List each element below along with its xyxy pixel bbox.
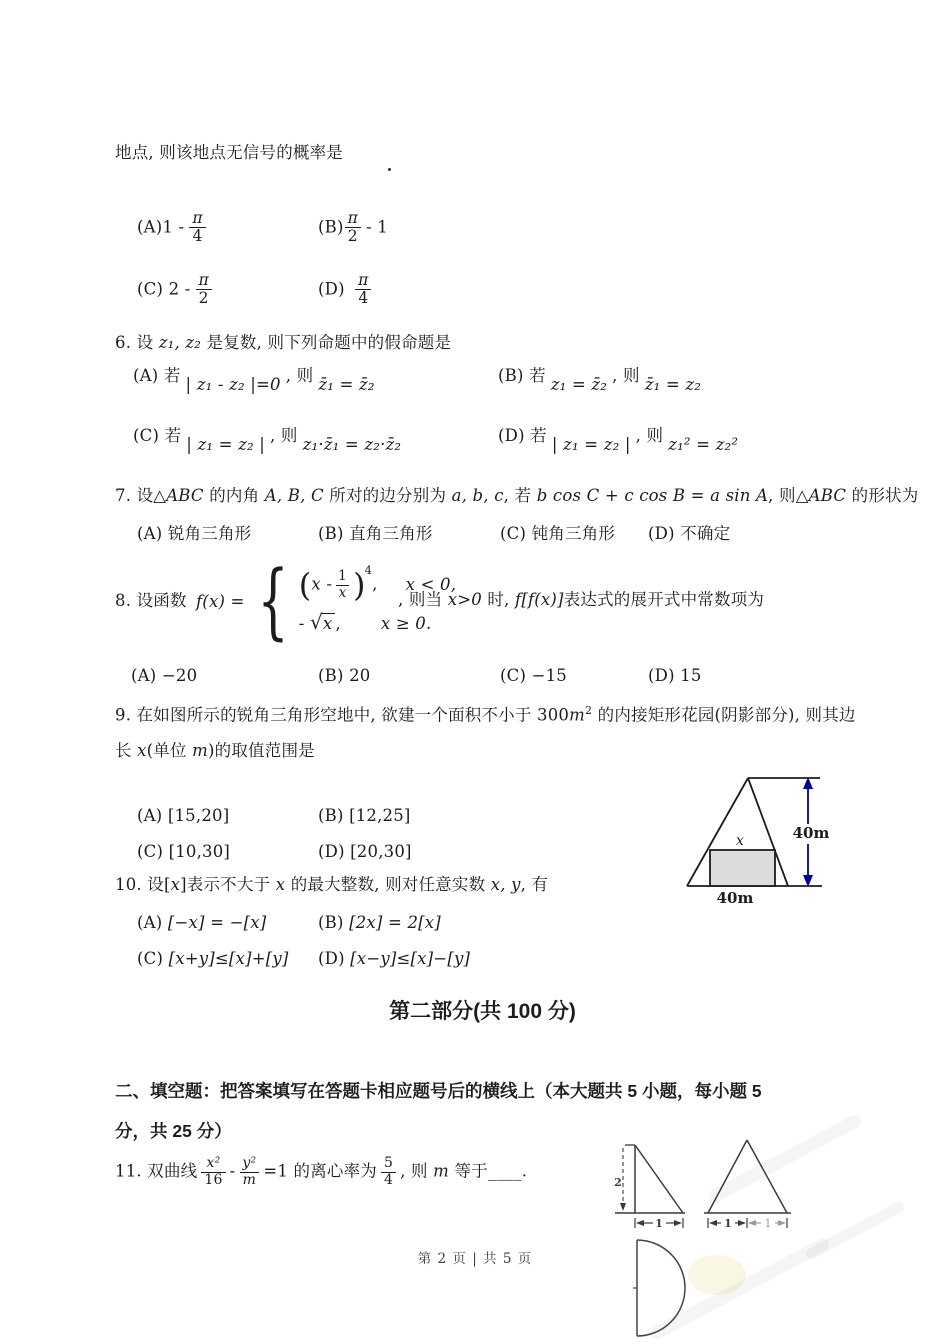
option-formula: | z₁ = z₂ | [551, 435, 631, 454]
option-pre: 1 - [162, 217, 185, 237]
exponent: 4 [364, 562, 373, 577]
stem-math: x [275, 875, 286, 894]
option-text: −15 [531, 666, 567, 685]
option-label: (A) [137, 217, 163, 237]
fraction-numerator: π [347, 209, 358, 227]
inscribed-rectangle [710, 850, 775, 886]
option-pre: 2 - [168, 279, 191, 299]
q5-option-a [137, 210, 211, 246]
fraction [345, 210, 361, 246]
option-formula: [−x] = −[x] [167, 913, 267, 932]
dim-arrowhead-right-faint [778, 1220, 786, 1226]
minus-sign: - [298, 614, 310, 633]
option-formula: [2x] = 2[x] [349, 913, 441, 932]
option-label: (C) [137, 949, 164, 968]
q8-option-a [131, 666, 197, 687]
option-label: (B) [318, 217, 344, 237]
tri1-base-label: 1 [655, 1217, 663, 1230]
fraction [189, 210, 205, 246]
q9-option-a [137, 806, 229, 827]
period: . [521, 1161, 528, 1181]
stem-math: z₁, z₂ [158, 333, 202, 352]
tri1-dim-arrowhead [620, 1203, 626, 1211]
option-text: , 则 [635, 426, 664, 445]
q6-option-c [133, 426, 406, 454]
stem-math: a, b, c [451, 486, 504, 505]
option-formula: z̄₁ = z̄₂ [318, 375, 375, 394]
option-text: 若 [529, 366, 546, 385]
option-text: [10,30] [168, 842, 231, 861]
rect-width-label: x [736, 833, 744, 849]
q9-option-d [318, 842, 412, 863]
option-text: [20,30] [350, 842, 412, 861]
q5-stem: 地点, 则该地点无信号的概率是 [115, 143, 343, 162]
fraction-denominator: 2 [345, 227, 361, 245]
stem-text: 的形状为 [846, 486, 919, 505]
dim-arrowhead-left [636, 1220, 644, 1226]
page-number-footer: 第 2 页 | 共 5 页 [417, 1251, 533, 1267]
stem-text: 表达式的展开式中常数项为 [563, 590, 765, 609]
option-label: (B) [498, 366, 524, 385]
option-label: (A) [137, 913, 163, 932]
q6-stem [115, 333, 451, 354]
right-paren: ) [352, 566, 366, 604]
tri2-base-left-label: 1 [724, 1217, 732, 1230]
option-label: (D) [648, 524, 675, 543]
case-row-2 [299, 610, 456, 635]
fraction-numerator: 5 [384, 1155, 394, 1171]
tri1-height-label: 2 [614, 1176, 622, 1189]
fraction [355, 272, 371, 308]
option-text: , 则 [270, 426, 298, 445]
stem-text: 的内角 [203, 486, 265, 505]
option-text: 15 [680, 666, 702, 685]
fraction [239, 1156, 259, 1188]
dim-arrowhead-right [674, 1220, 682, 1226]
q6-option-a [133, 366, 380, 394]
stem-math: f[f(x)] [515, 590, 564, 609]
fraction [201, 1156, 225, 1188]
dim-arrowhead-right [738, 1220, 746, 1226]
stem-math: x [137, 741, 147, 760]
stem-math: b cos C + c cos B = a sin A [536, 486, 769, 505]
stem-math: x [170, 875, 181, 894]
dim-arrowhead-left [709, 1220, 717, 1226]
option-label: (A) [131, 666, 157, 685]
option-text: 20 [349, 666, 371, 685]
option-label: (D) [648, 666, 675, 685]
three-view-triangles-figure [604, 1131, 804, 1235]
option-label: (A) [133, 366, 159, 385]
tri2-base-right-label: 1 [764, 1217, 772, 1230]
answer-blank: ____ [487, 1161, 522, 1181]
option-formula: [x−y]≤[x]−[y] [350, 949, 471, 968]
option-text: 若 [163, 366, 181, 385]
stem-math: A, B, C [264, 486, 324, 505]
fraction-numerator: 1 [338, 568, 347, 585]
fraction-denominator: x [336, 585, 350, 601]
option-text: 钝角三角形 [531, 524, 616, 543]
q5-option-b [318, 210, 388, 246]
fraction-denominator: 4 [381, 1172, 396, 1189]
fraction [335, 569, 350, 600]
stem-math: m [569, 705, 585, 725]
stem-text: ]表示不大于 [180, 875, 276, 894]
option-text: [12,25] [349, 806, 411, 825]
q7-option-d [648, 524, 730, 545]
height-dimension-label: 40m [792, 824, 830, 842]
q10-option-a [137, 913, 266, 934]
stem-text: , 则△ [768, 486, 809, 505]
base-dimension-label: 40m [716, 889, 754, 907]
stem-text: 10. 设[ [115, 875, 171, 894]
q6-option-d [498, 426, 743, 454]
part2-title: 第二部分(共 100 分) [389, 1000, 576, 1023]
option-label: (D) [318, 949, 345, 968]
stem-text: , 则 [400, 1161, 434, 1181]
stem-math: x, y [490, 875, 521, 894]
option-text: 不确定 [680, 524, 731, 543]
stem-text: , 则当 [398, 590, 448, 609]
q7-option-c [500, 524, 615, 545]
option-formula: z̄₁ = z₂ [644, 375, 702, 394]
minus-sign: - [229, 1161, 236, 1181]
q8-option-d [648, 666, 702, 687]
option-label: (A) [137, 806, 163, 825]
option-formula: [x+y]≤[x]+[y] [168, 949, 289, 968]
stem-text: 9. 在如图所示的锐角三角形空地中, 欲建一个面积不小于 300 [115, 705, 570, 725]
stem-text: 7. 设△ [115, 486, 167, 505]
fraction-numerator: y² [242, 1155, 257, 1171]
comma: , [372, 574, 378, 594]
stem-math: m [433, 1161, 450, 1181]
tri1-hypotenuse [635, 1145, 683, 1213]
fraction [381, 1156, 396, 1188]
option-formula: z₁·z̄₁ = z₂·z̄₂ [302, 435, 402, 454]
stem-text: 时, [481, 590, 516, 609]
q6-option-b [498, 366, 706, 394]
stray-mark [388, 168, 391, 171]
stem-text: 等于 [449, 1161, 488, 1181]
fraction-numerator: π [358, 271, 369, 289]
stem-text: 的离心率为 [293, 1161, 377, 1181]
option-label: (B) [318, 806, 344, 825]
brace-glyph: { [256, 554, 289, 649]
option-text: [15,20] [167, 806, 230, 825]
stem-text: 是复数, 则下列命题中的假命题是 [201, 333, 452, 352]
stem-text: , 有 [520, 875, 549, 894]
fraction-denominator: 2 [196, 289, 212, 307]
option-label: (C) [500, 666, 527, 685]
q9-option-b [318, 806, 411, 827]
fraction-denominator: 4 [355, 289, 371, 307]
stem-text: 11. 双曲线 [115, 1161, 198, 1181]
q7-stem [115, 486, 918, 507]
option-formula: z₁ = z̄₂ [550, 375, 608, 394]
option-formula: | z₁ = z₂ | [186, 435, 266, 454]
option-text: 若 [164, 426, 182, 445]
fraction [195, 272, 211, 308]
option-formula: z₁² = z₂² [668, 435, 739, 454]
q10-option-d [318, 949, 470, 970]
option-text: 锐角三角形 [167, 524, 252, 543]
q10-stem [115, 875, 548, 896]
option-label: (D) [498, 426, 525, 445]
option-label: (B) [318, 666, 344, 685]
stem-text: , 若 [503, 486, 537, 505]
case-condition: x < 0, [405, 574, 457, 594]
stem-math: x>0 [447, 590, 482, 609]
q9-option-c [137, 842, 230, 863]
radical-sign: √ [309, 610, 323, 634]
equals-one: =1 [263, 1161, 289, 1181]
option-label: (C) [500, 524, 527, 543]
case-condition: x ≥ 0. [380, 614, 432, 633]
option-text: 若 [530, 426, 547, 445]
q10-option-c [137, 949, 289, 970]
q5-option-c [137, 272, 217, 308]
q9-triangle-figure [678, 764, 858, 909]
function-name: f(x) = [196, 591, 245, 611]
option-text: , 则 [285, 366, 314, 385]
stem-math: ABC [808, 486, 847, 505]
stem-text: (单位 [146, 741, 193, 760]
stem-text: 的内接矩形花园(阴影部分), 则其边 [592, 705, 856, 725]
q9-stem-line2 [115, 741, 315, 762]
option-label: (C) [133, 426, 160, 445]
stem-text: 的最大整数, 则对任意实数 [285, 875, 491, 894]
q8-intro: 8. 设函数 [115, 591, 187, 610]
option-label: (B) [318, 913, 344, 932]
option-text: , 则 [612, 366, 640, 385]
option-label: (A) [137, 524, 163, 543]
fill-section-line2: 分，共 25 分） [115, 1121, 232, 1141]
radicand: x [321, 613, 336, 633]
q7-option-a [137, 524, 251, 545]
q8-option-c [500, 666, 567, 687]
q7-option-b [318, 524, 433, 545]
dim-arrowhead-left-faint [748, 1220, 756, 1226]
option-label: (D) [318, 842, 345, 861]
superscript: 2 [584, 704, 593, 717]
option-label: (C) [137, 279, 164, 299]
q8-option-b [318, 666, 370, 687]
option-label: (B) [318, 524, 344, 543]
stem-text: )的取值范围是 [208, 741, 315, 760]
stem-text: 长 [115, 741, 138, 760]
q8-stem-tail [398, 590, 764, 611]
option-text: 直角三角形 [349, 524, 433, 543]
fraction-denominator: 4 [189, 227, 205, 245]
fraction-numerator: x² [206, 1155, 221, 1171]
q10-option-b [318, 913, 441, 934]
case-expression: x - [311, 574, 333, 594]
left-paren: ( [298, 566, 312, 604]
comma: , [335, 614, 341, 633]
q9-stem-line1 [115, 704, 856, 726]
fraction-numerator: π [192, 209, 203, 227]
stem-math: ABC [166, 486, 204, 505]
option-label: (C) [137, 842, 164, 861]
fraction-denominator: 16 [201, 1172, 225, 1189]
option-text: −20 [161, 666, 198, 685]
q11-stem [115, 1156, 527, 1188]
stem-text: 6. 设 [115, 333, 159, 352]
option-formula: | z₁ - z₂ |=0 [185, 375, 281, 394]
fraction-denominator: m [240, 1172, 259, 1189]
stem-text: 所对的边分别为 [323, 486, 452, 505]
fill-section-line1: 二、填空题：把答案填写在答题卡相应题号后的横线上（本大题共 5 小题，每小题 5 [115, 1081, 762, 1101]
fraction-numerator: π [198, 271, 209, 289]
stem-math: m [192, 741, 209, 760]
q5-option-d [318, 272, 377, 308]
option-label: (D) [318, 279, 345, 299]
option-post: - 1 [366, 217, 388, 237]
